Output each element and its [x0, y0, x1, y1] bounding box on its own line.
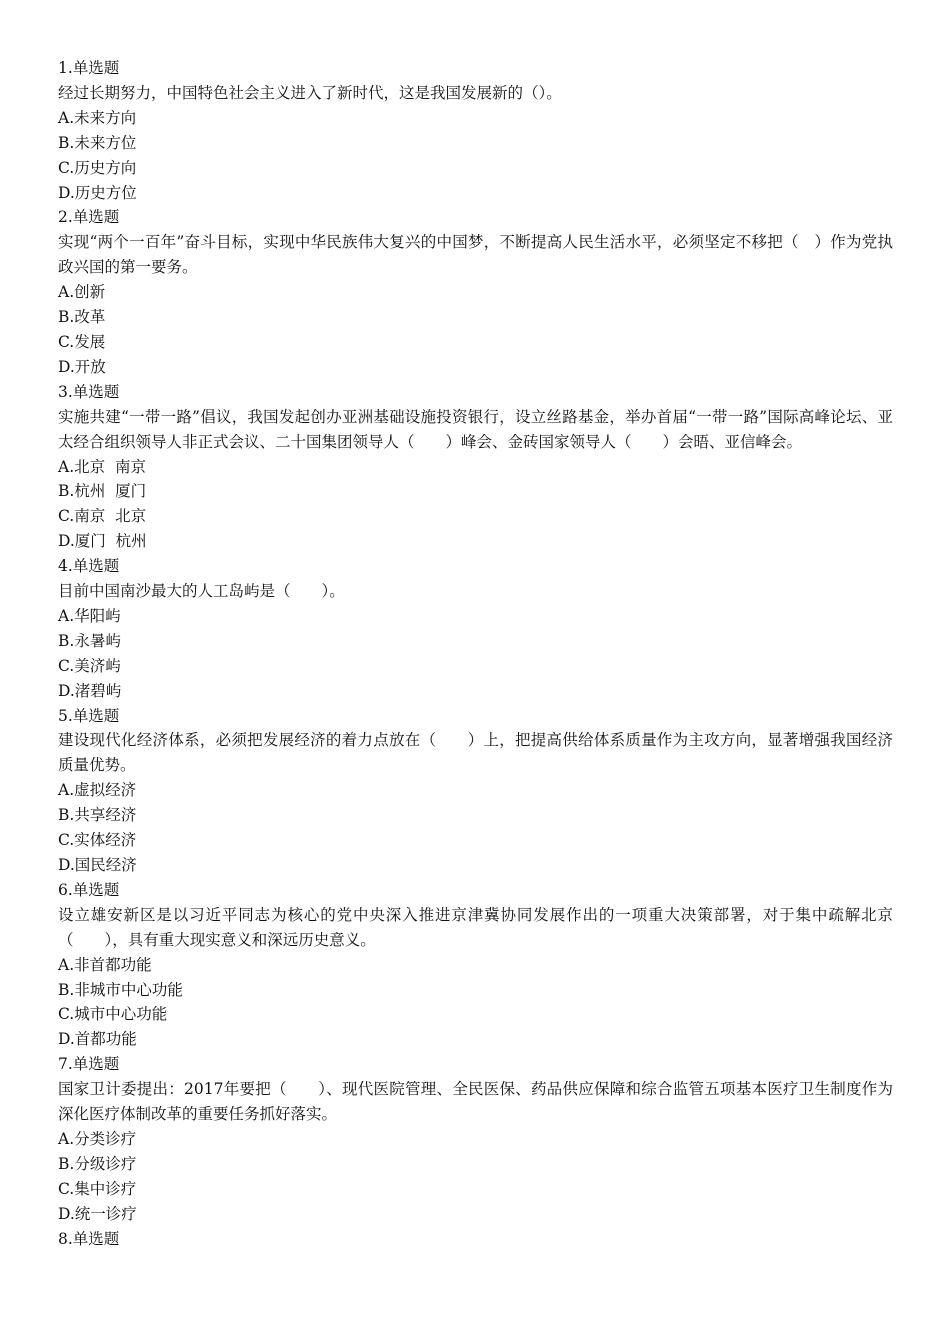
- question-8: [58, 1227, 893, 1252]
- option-d: D.国民经济: [58, 856, 137, 874]
- option-c: C.发展: [58, 332, 106, 351]
- option-b: B.杭州 厦门: [58, 482, 147, 501]
- question-stem: 实现“两个一百年”奋斗目标，实现中华民族伟大复兴的中国梦，不断提高人民生活水平，必须坚定不移把（ ）作为党执政兴国的第一要务。: [58, 233, 893, 277]
- option-d: D.历史方位: [58, 183, 137, 202]
- question-header: 8.单选题: [58, 1229, 120, 1248]
- question-stem: 建设现代化经济体系，必须把发展经济的着力点放在（ ）上，把提高供给体系质量作为主攻方向，显著增强我国经济质量优势。: [58, 731, 893, 775]
- question-stem: 实施共建“一带一路”倡议，我国发起创办亚洲基础设施投资银行，设立丝路基金，举办首届“一带一路”国际高峰论坛、亚太经合组织领导人非正式会议、二十国集团领导人（ ）峰会、金砖国家领导人（ ）会晤、亚信峰会。: [58, 407, 893, 451]
- question-stem: 经过长期努力，中国特色社会主义进入了新时代，这是我国发展新的（）。: [58, 83, 562, 102]
- option-a: A.未来方向: [58, 108, 137, 127]
- option-a: A.非首都功能: [58, 955, 152, 974]
- question-header: 1.单选题: [58, 59, 120, 77]
- question-stem: 设立雄安新区是以习近平同志为核心的党中央深入推进京津冀协同发展作出的一项重大决策部署，对于集中疏解北京（ ），具有重大现实意义和深远历史意义。: [58, 905, 893, 949]
- option-d: D.首都功能: [58, 1030, 137, 1049]
- question-2: [58, 205, 893, 379]
- question-header: 2.单选题: [58, 208, 120, 227]
- option-b: B.非城市中心功能: [58, 980, 183, 999]
- option-c: C.实体经济: [58, 831, 137, 850]
- question-6: [58, 878, 893, 1052]
- question-4: [58, 554, 893, 703]
- question-stem: 目前中国南沙最大的人工岛屿是（ ）。: [58, 582, 345, 601]
- question-header: 7.单选题: [58, 1055, 120, 1074]
- question-header: 3.单选题: [58, 382, 120, 401]
- question-1: [58, 56, 893, 205]
- question-7: [58, 1052, 893, 1226]
- option-a: A.北京 南京: [58, 457, 146, 476]
- question-5: [58, 704, 893, 878]
- question-document: [58, 56, 893, 1252]
- option-a: A.分类诊疗: [58, 1129, 137, 1148]
- option-a: A.华阳屿: [58, 606, 121, 625]
- option-c: C.城市中心功能: [58, 1005, 168, 1024]
- option-c: C.历史方向: [58, 158, 137, 177]
- option-b: B.永暑屿: [58, 631, 121, 650]
- option-d: D.统一诊疗: [58, 1204, 137, 1223]
- option-b: B.改革: [58, 308, 106, 327]
- option-b: B.未来方位: [58, 133, 137, 152]
- option-b: B.分级诊疗: [58, 1154, 137, 1173]
- option-a: A.创新: [58, 283, 106, 302]
- question-header: 4.单选题: [58, 557, 120, 576]
- question-stem: 国家卫计委提出：2017年要把（ ）、现代医院管理、全民医保、药品供应保障和综合监管五项基本医疗卫生制度作为深化医疗体制改革的重要任务抓好落实。: [58, 1080, 893, 1124]
- option-c: C.集中诊疗: [58, 1179, 137, 1198]
- question-3: [58, 380, 893, 554]
- question-header: 5.单选题: [58, 706, 120, 725]
- option-a: A.虚拟经济: [58, 781, 137, 800]
- option-d: D.厦门 杭州: [58, 532, 147, 551]
- option-b: B.共享经济: [58, 806, 137, 825]
- option-c: C.南京 北京: [58, 507, 147, 526]
- option-d: D.开放: [58, 357, 106, 376]
- option-c: C.美济屿: [58, 656, 121, 675]
- option-d: D.渚碧屿: [58, 681, 122, 700]
- question-header: 6.单选题: [58, 880, 120, 899]
